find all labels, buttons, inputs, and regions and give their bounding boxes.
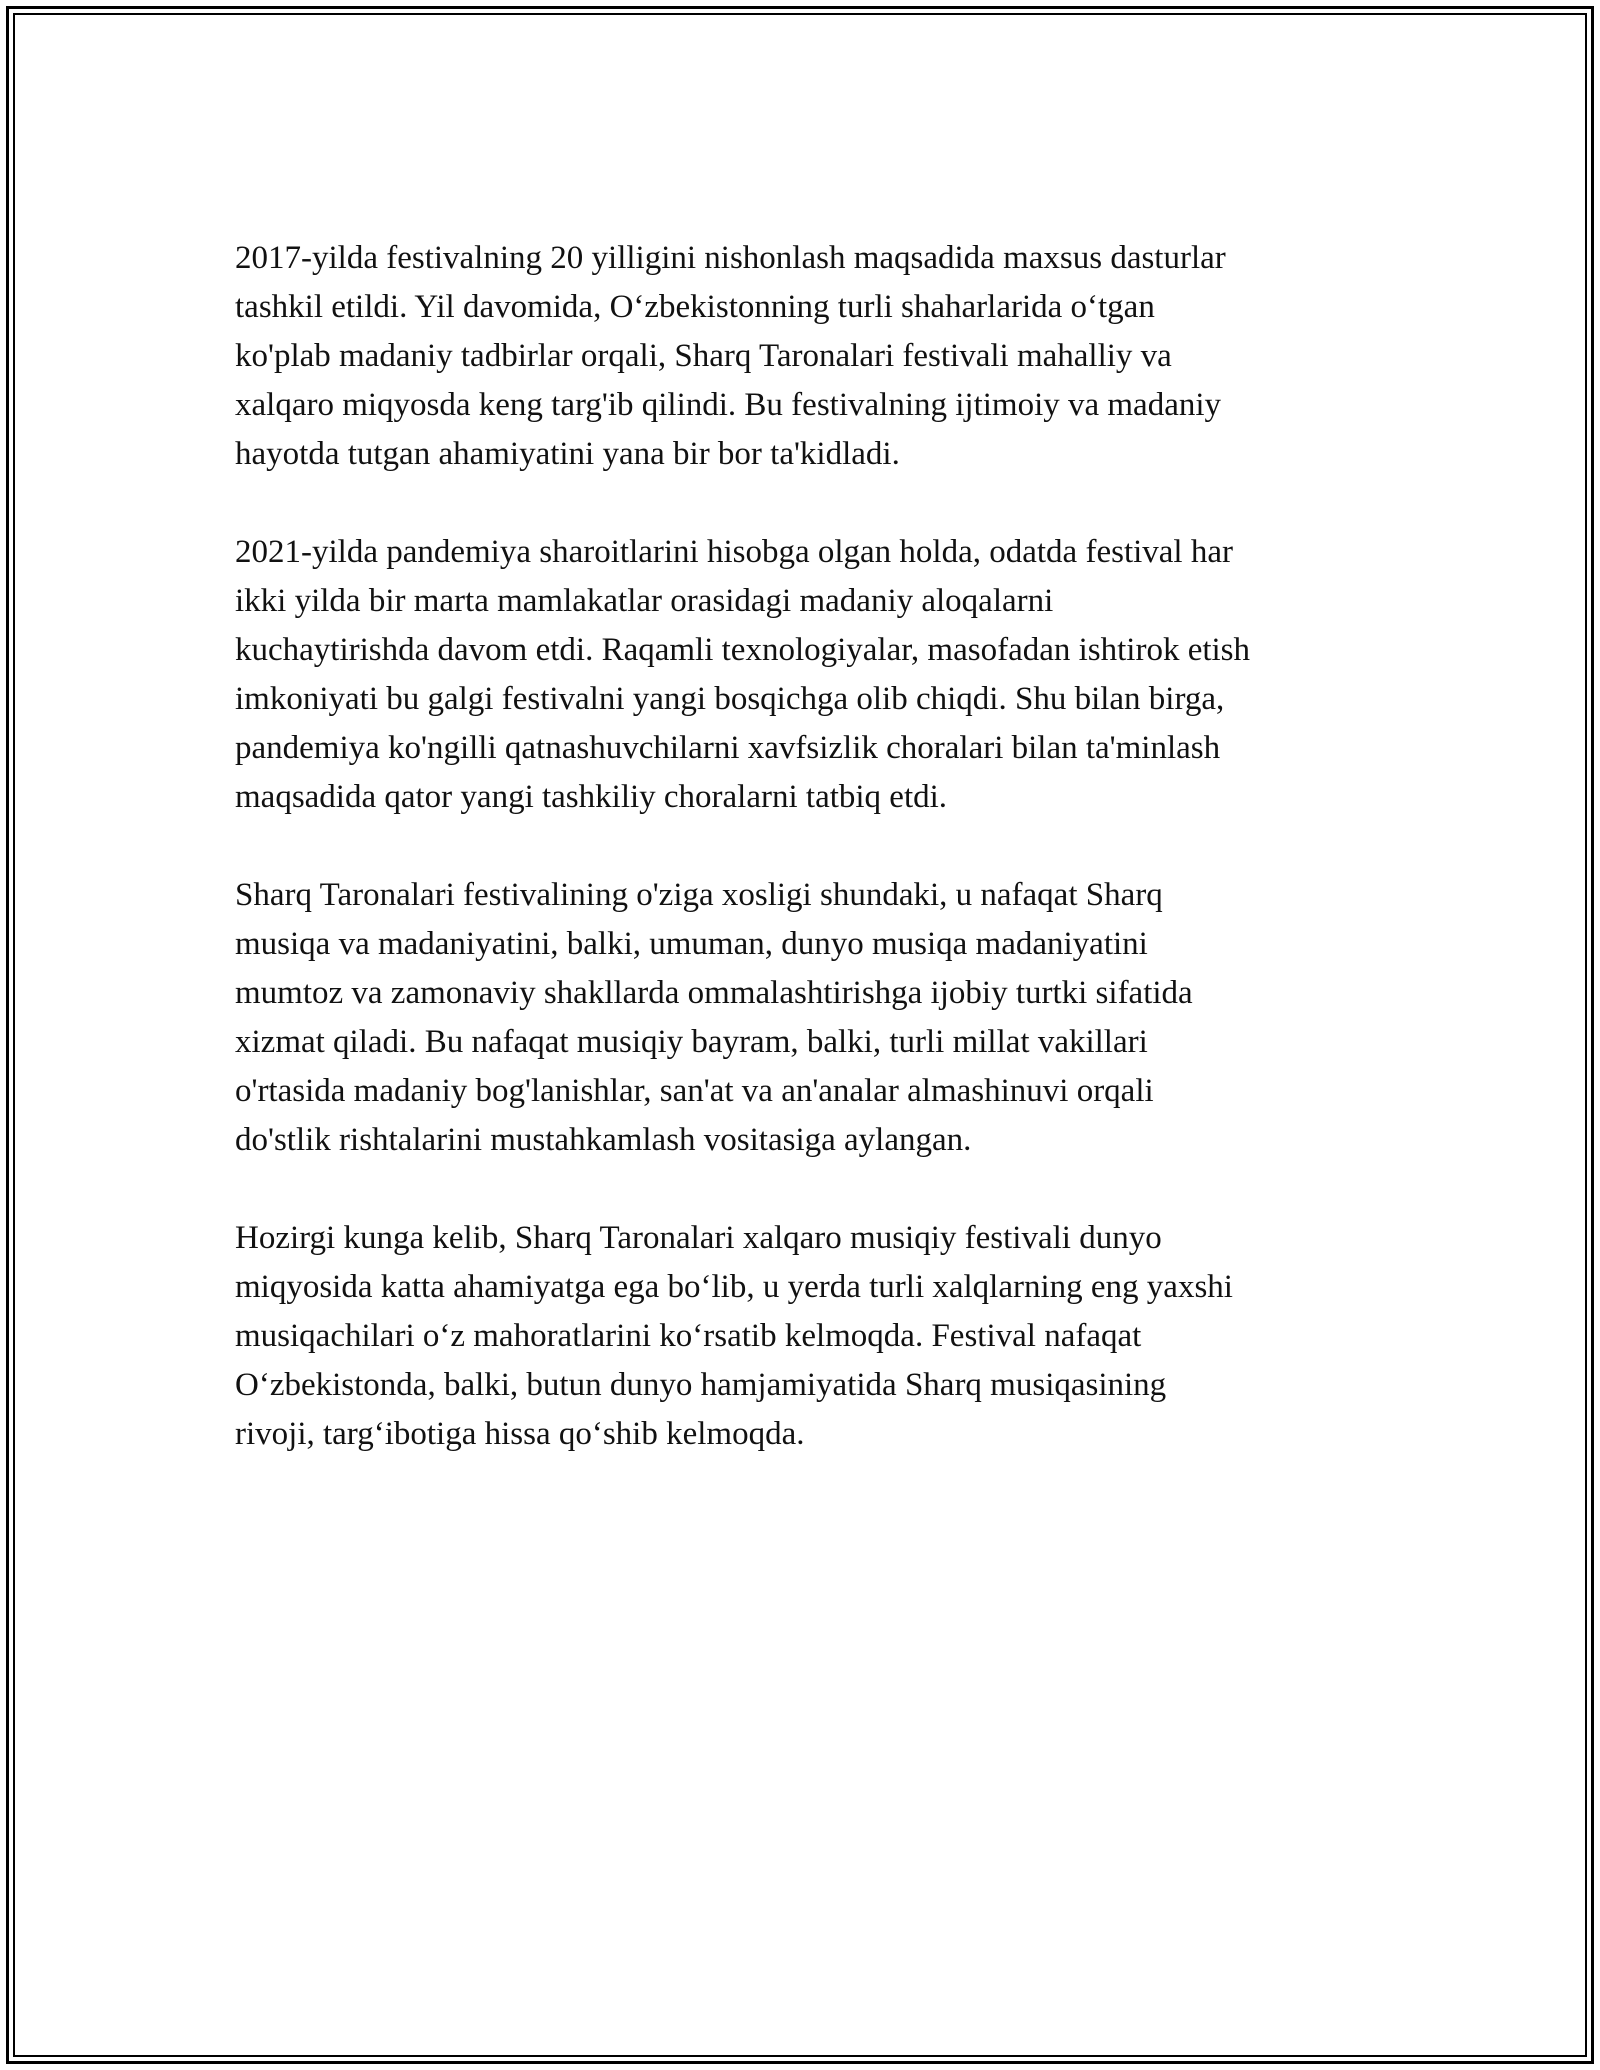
paragraph-present-day: Hozirgi kunga kelib, Sharq Taronalari xalqaro musiqiy festivali dunyo miqyosida katta ahamiyatga ega bo‘lib, u yerda turli xalqlarning eng yaxshi musiqachilari o‘z mahoratlarini ko‘rsatib kelmoqda. Festival nafaqat O‘zbekistonda, balki, butun dunyo hamjamiyatida Sharq musiqasining rivoji, targ‘ibotiga hissa qo‘shib kelmoqda. — [235, 1220, 1233, 1452]
document-body — [235, 234, 1375, 1508]
paragraph-2017: 2017-yilda festivalning 20 yilligini nishonlash maqsadida maxsus dasturlar tashkil etildi. Yil davomida, O‘zbekistonning turli shaharlarida o‘tgan ko'plab madaniy tadbirlar orqali, Sharq Taronalari festivali mahalliy va xalqaro miqyosda keng targ'ib qilindi. Bu festivalning ijtimoiy va madaniy hayotda tutgan ahamiyatini yana bir bor ta'kidladi. — [235, 240, 1226, 472]
paragraph-2021: 2021-yilda pandemiya sharoitlarini hisobga olgan holda, odatda festival har ikki yilda bir marta mamlakatlar orasidagi madaniy aloqalarni kuchaytirishda davom etdi. Raqamli texnologiyalar, masofadan ishtirok etish imkoniyati bu galgi festivalni yangi bosqichga olib chiqdi. Shu bilan birga, pandemiya ko'ngilli qatnashuvchilarni xavfsizlik choralari bilan ta'minlash maqsadida qator yangi tashkiliy choralarni tatbiq etdi. — [235, 534, 1251, 815]
paragraph-uniqueness: Sharq Taronalari festivalining o'ziga xosligi shundaki, u nafaqat Sharq musiqa va madaniyatini, balki, umuman, dunyo musiqa madaniyatini mumtoz va zamonaviy shakllarda ommalashtirishga ijobiy turtki sifatida xizmat qiladi. Bu nafaqat musiqiy bayram, balki, turli millat vakillari o'rtasida madaniy bog'lanishlar, san'at va an'analar almashinuvi orqali do'stlik rishtalarini mustahkamlash vositasiga aylangan. — [235, 877, 1193, 1158]
